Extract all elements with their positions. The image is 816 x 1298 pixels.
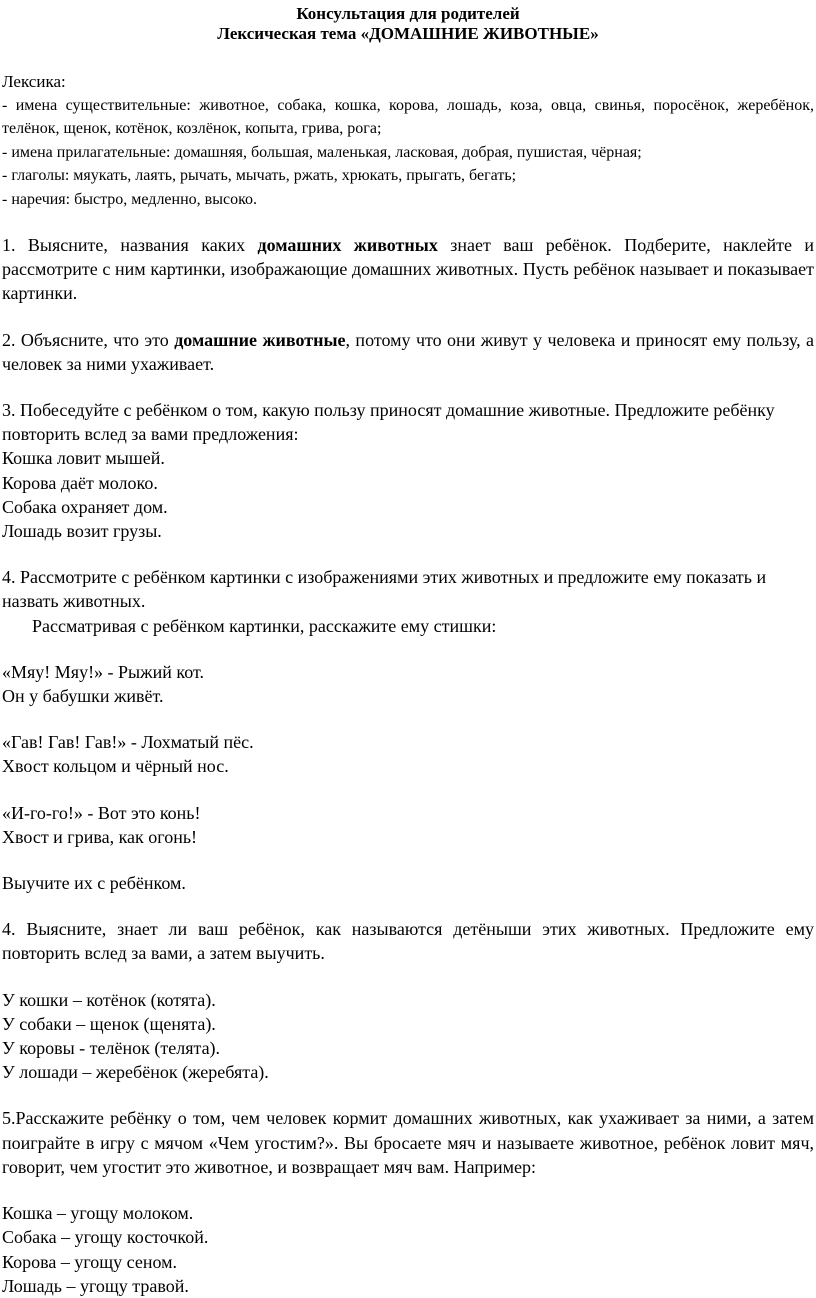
section-4b-text: 4. Выясните, знает ли ваш ребёнок, как называются детёныши этих животных. Предложите ему повторить вслед за вами, а затем выучить. xyxy=(2,919,814,964)
poem-line: Хвост кольцом и чёрный нос. xyxy=(2,756,229,777)
vocabulary-verbs: - глаголы: мяукать, лаять, рычать, мычать, ржать, хрюкать, прыгать, бегать; xyxy=(2,167,517,184)
poem xyxy=(2,801,814,849)
list-item: У собаки – щенок (щенята). xyxy=(2,1013,216,1034)
section-4-indent: Рассматривая с ребёнком картинки, расскажите ему стишки: xyxy=(32,615,497,636)
section-5-text: 5.Расскажите ребёнку о том, чем человек кормит домашних животных, как ухаживает за ними, а затем поиграйте в игру с мячом «Чем угостим?». Вы бросаете мяч и называете животное, ребёнок ловит мяч, говорит, чем угостит это животное, и возвращает мяч вам. Например: xyxy=(2,1108,814,1177)
document-page xyxy=(2,0,814,1298)
section-2-bold: домашние животные xyxy=(174,329,346,350)
list-item: У коровы - телёнок (телята). xyxy=(2,1038,221,1059)
section-2-text-b: , потому что они живут у человека и приносят ему пользу, а человек за ними ухаживает. xyxy=(2,329,814,374)
page-subtitle: Лексическая тема «ДОМАШНИЕ ЖИВОТНЫЕ» xyxy=(217,24,599,43)
list-item: Корова – угощу сеном. xyxy=(2,1251,178,1272)
vocabulary-label: Лексика: xyxy=(2,72,66,91)
list-item: Лошадь – угощу травой. xyxy=(2,1275,189,1296)
vocabulary-adverbs: - наречия: быстро, медленно, высоко. xyxy=(2,190,258,208)
list-item: У кошки – котёнок (котята). xyxy=(2,989,216,1010)
section-4-text: 4. Рассмотрите с ребёнком картинки с изображениями этих животных и предложите ему показать и назвать животных. xyxy=(2,567,767,612)
section-2 xyxy=(2,328,814,376)
poem-line: «Мяу! Мяу!» - Рыжий кот. xyxy=(2,661,204,682)
section-4 xyxy=(2,565,814,895)
poem xyxy=(2,660,814,708)
list-item: Кошка ловит мышей. xyxy=(2,448,165,469)
vocabulary-section xyxy=(2,70,814,211)
section-1-text-b: знает ваш ребёнок. Подберите, наклейте и рассмотрите с ним картинки, изображающие домашних животных. Пусть ребёнок называет и показывает картинки. xyxy=(2,235,815,304)
poem-line: «Гав! Гав! Гав!» - Лохматый пёс. xyxy=(2,732,254,753)
section-3-text: 3. Побеседуйте с ребёнком о том, какую пользу приносят домашние животные. Предложите ребёнку повторить вслед за вами предложения: xyxy=(2,400,775,445)
section-2-text-a: 2. Объясните, что это xyxy=(2,329,175,350)
page-title: Консультация для родителей xyxy=(296,4,520,23)
poem-line: Он у бабушки живёт. xyxy=(2,686,164,707)
poem xyxy=(2,730,814,778)
poem-line: «И-го-го!» - Вот это конь! xyxy=(2,802,201,823)
list-item: Собака – угощу косточкой. xyxy=(2,1227,209,1248)
list-item: Собака охраняет дом. xyxy=(2,496,168,517)
section-5 xyxy=(2,1106,814,1297)
vocabulary-adjectives: - имена прилагательные: домашняя, большая, маленькая, ласковая, добрая, пушистая, чёрная; xyxy=(2,143,642,161)
section-1-bold: домашних животных xyxy=(257,235,438,255)
section-4b xyxy=(2,917,814,1084)
section-1 xyxy=(2,233,814,306)
section-4-learn: Выучите их с ребёнком. xyxy=(2,873,186,894)
list-item: Кошка – угощу молоком. xyxy=(2,1203,194,1224)
section-1-text-a: 1. Выясните, названия каких xyxy=(2,235,258,255)
poem-line: Хвост и грива, как огонь! xyxy=(2,826,198,847)
list-item: У лошади – жеребёнок (жеребята). xyxy=(2,1062,269,1083)
list-item: Корова даёт молоко. xyxy=(2,472,158,493)
section-3 xyxy=(2,398,814,543)
vocabulary-nouns: - имена существительные: животное, собака, кошка, корова, лошадь, коза, овца, свинья, поросёнок, жеребёнок, телёнок, щенок, котёнок, козлёнок, копыта, грива, рога; xyxy=(2,96,814,137)
list-item: Лошадь возит грузы. xyxy=(2,521,162,542)
